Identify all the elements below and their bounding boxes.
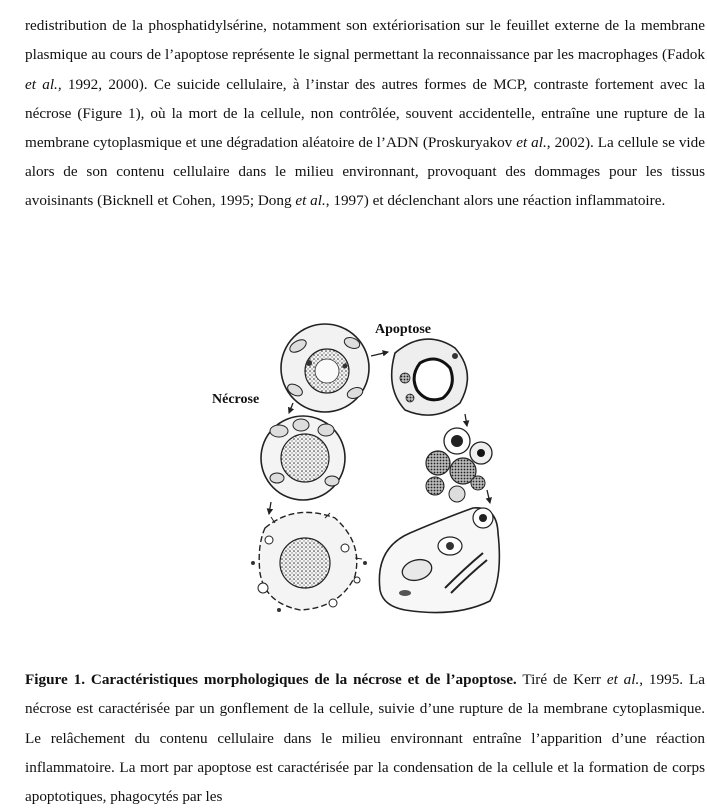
caption-et-al: et al.	[606, 671, 640, 689]
normal-cell	[281, 324, 369, 412]
apoptotic-cell-condensed	[392, 339, 468, 415]
figure-caption	[25, 665, 705, 811]
et-al-3: et al.	[295, 192, 326, 210]
figure-1	[205, 318, 515, 618]
paragraph-text-4: , 1997) et déclenchant alors une réaction inflammatoire.	[325, 192, 666, 210]
body-paragraph	[25, 11, 705, 215]
paragraph-text-1: redistribution de la phosphatidylsérine, notamment son extériorisation sur le feuillet externe de la membrane plasmique au cours de l’apoptose représente le signal permettant la reconnaissance par les macrophages (Fadok	[25, 17, 705, 64]
necrotic-cell-swollen	[261, 416, 345, 500]
apoptotic-bodies	[426, 428, 492, 502]
caption-title: Figure 1. Caractéristiques morphologiques de la nécrose et de l’apoptose.	[25, 671, 517, 689]
macrophage	[379, 508, 499, 613]
label-necrose: Nécrose	[212, 392, 260, 407]
cell-death-illustration	[205, 318, 515, 618]
caption-text-2: , 1995. La nécrose est caractérisée par un gonflement de la cellule, suivie d’une rupture de la membrane cytoplasmique. Le relâchement du contenu cellulaire dans le milieu environnant entraîne l’apparition d’une réaction inflammatoire. La mort par apoptose est caractérisée par la condensation de la cellule et la formation de corps apoptotiques, phagocytés par les	[25, 671, 705, 805]
paragraph-text-2: , 1992, 2000). Ce suicide cellulaire, à l’instar des autres formes de MCP, contraste fortement avec la nécrose (Figure 1), où la mort de la cellule, non contrôlée, souvent accidentelle, entraîne une rupture de la membrane cytoplasmique et une dégradation aléatoire de l’ADN (Proskuryakov	[25, 75, 705, 151]
et-al-1: et al.	[25, 75, 58, 93]
caption-text-1: Tiré de Kerr	[516, 671, 607, 689]
necrotic-cell-ruptured	[251, 512, 367, 612]
et-al-2: et al.	[516, 134, 547, 151]
paragraph-text-3: , 2002). La cellule se vide alors de son contenu cellulaire dans le milieu environnant, provoquant des dommages pour les tissus avoisinants (Bicknell et Cohen, 1995; Dong	[25, 134, 705, 210]
label-apoptose: Apoptose	[375, 322, 432, 337]
